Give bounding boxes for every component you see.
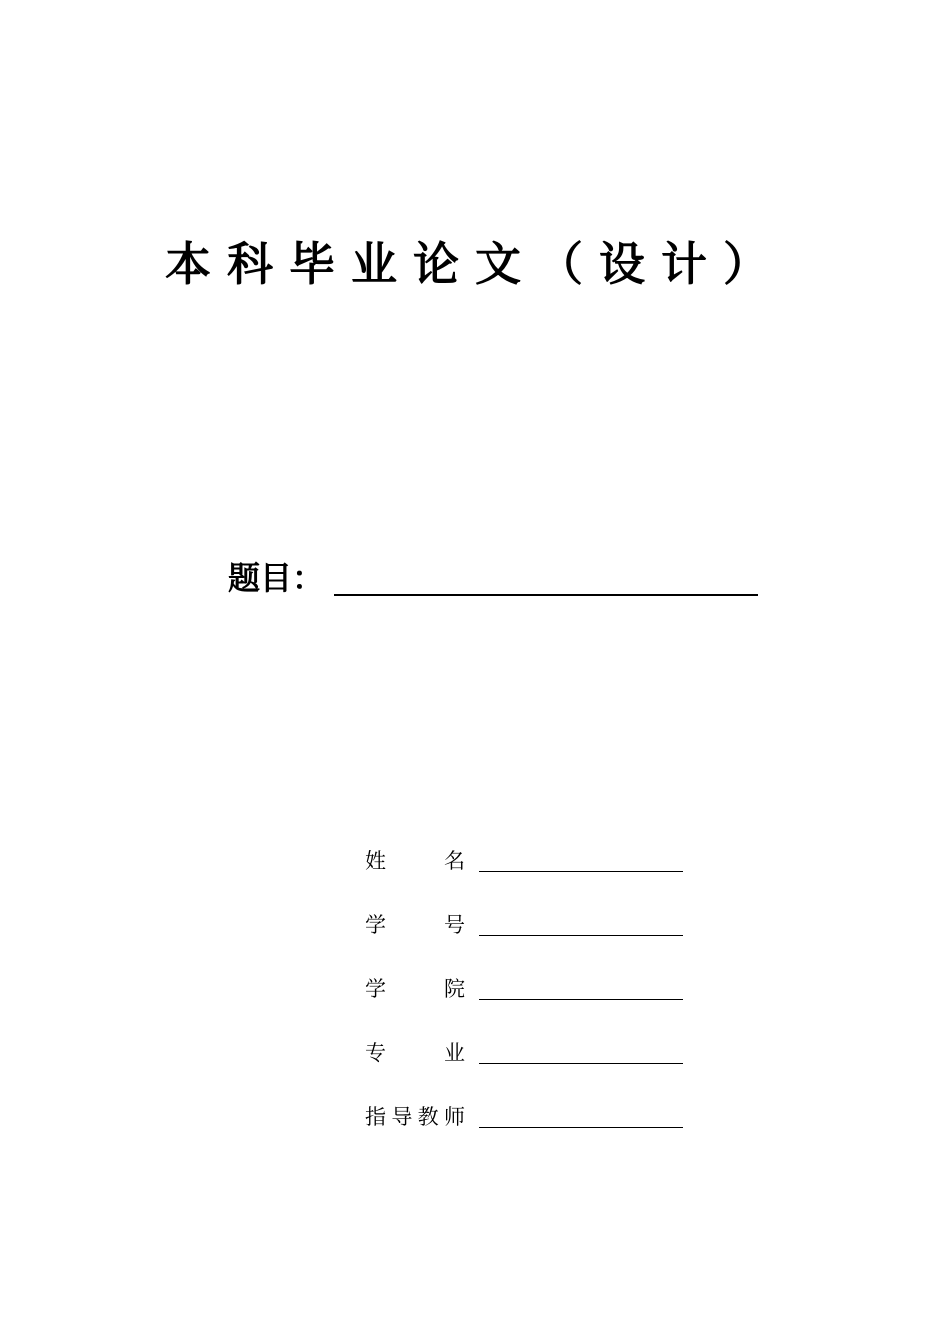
major-label: 专 业 bbox=[365, 1041, 465, 1065]
student-info-table bbox=[365, 842, 685, 1162]
major-blank-line[interactable] bbox=[479, 1063, 683, 1064]
student-id-blank-line[interactable] bbox=[479, 935, 683, 936]
page-title: 本科毕业论文（设计） bbox=[165, 237, 785, 291]
topic-label: 题目： bbox=[228, 559, 325, 597]
info-row-college bbox=[365, 970, 685, 1034]
topic-blank-line[interactable] bbox=[334, 594, 758, 596]
info-row-student-id bbox=[365, 906, 685, 970]
name-label: 姓 名 bbox=[365, 849, 465, 873]
topic-row bbox=[228, 556, 758, 600]
info-row-advisor bbox=[365, 1098, 685, 1162]
college-label: 学 院 bbox=[365, 977, 465, 1001]
info-row-name bbox=[365, 842, 685, 906]
advisor-label: 指导教师 bbox=[365, 1105, 465, 1129]
student-id-label: 学 号 bbox=[365, 913, 465, 937]
info-row-major bbox=[365, 1034, 685, 1098]
advisor-blank-line[interactable] bbox=[479, 1127, 683, 1128]
name-blank-line[interactable] bbox=[479, 871, 683, 872]
college-blank-line[interactable] bbox=[479, 999, 683, 1000]
